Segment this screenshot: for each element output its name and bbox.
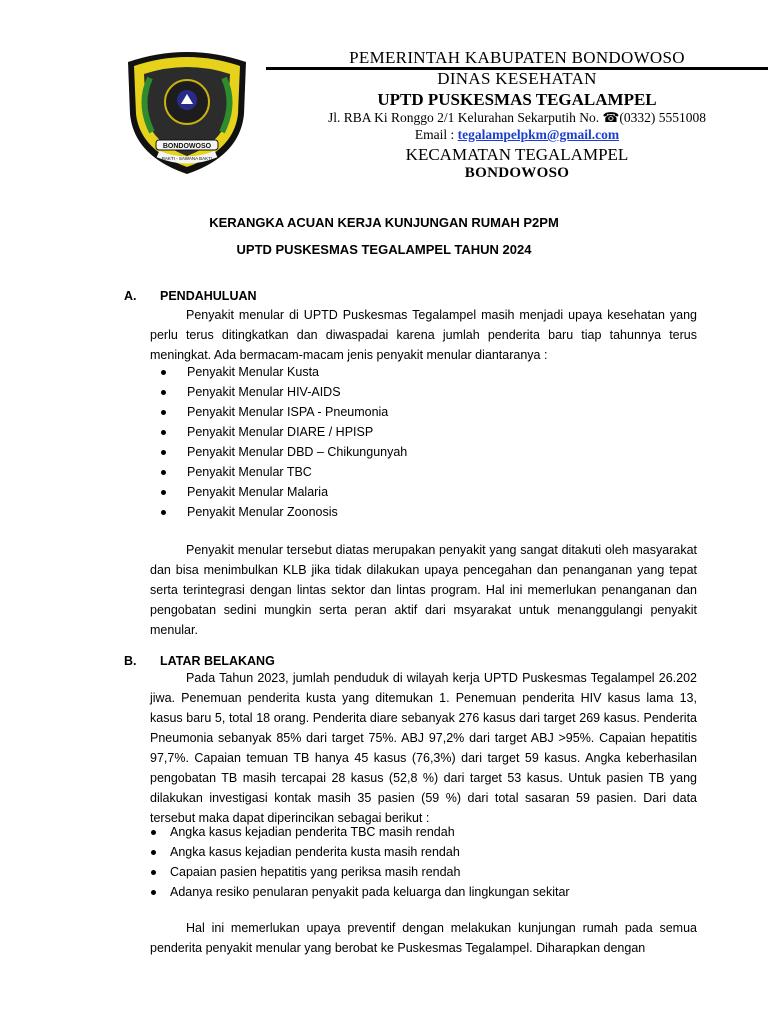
email-label: Email : [414, 127, 458, 142]
bullet-icon [151, 850, 156, 855]
section-a-heading [124, 289, 257, 303]
section-a-number: A. [124, 289, 137, 303]
bullet-icon [161, 430, 166, 435]
bullet-icon [161, 410, 166, 415]
list-item: Angka kasus kejadian penderita TBC masih rendah [150, 822, 697, 842]
section-a-title: PENDAHULUAN [160, 289, 257, 303]
list-item: Penyakit Menular ISPA - Pneumonia [150, 402, 697, 422]
logo-text-top: BONDOWOSO [162, 143, 212, 150]
letterhead-city: BONDOWOSO [464, 165, 570, 181]
section-a-paragraph-2: Penyakit menular tersebut diatas merupakan penyakit yang sangat ditakuti oleh masyarakat dan bisa menimbulkan KLB jika tidak dilakukan upaya pencegahan dan penanganan yang tepat serta terintegrasi dengan lintas sektor dan lintas program. Hal ini memerlukan penanganan dan pengobatan sedini mungkin serta peran aktif dari msyarakat untuk menanggulangi penyakit menular. [150, 543, 697, 637]
letterhead-government: PEMERINTAH KABUPATEN BONDOWOSO [349, 48, 685, 67]
bullet-icon [151, 830, 156, 835]
logo-text-bottom: BAKTI - SAWANA BAKTI [161, 156, 213, 161]
letterhead-email-line [266, 127, 768, 143]
bullet-icon [161, 390, 166, 395]
document-subtitle: UPTD PUSKESMAS TEGALAMPEL TAHUN 2024 [236, 242, 532, 257]
list-item: Penyakit Menular HIV-AIDS [150, 382, 697, 402]
bullet-icon [161, 470, 166, 475]
bullet-icon [161, 490, 166, 495]
letterhead-address: Jl. RBA Ki Ronggo 2/1 Kelurahan Sekarputih No. ☎(0332) 5551008 [328, 110, 706, 125]
list-item: Penyakit Menular DBD – Chikungunyah [150, 442, 697, 462]
letterhead-district: KECAMATAN TEGALAMPEL [405, 145, 629, 164]
bondowoso-emblem-logo [118, 44, 256, 176]
bullet-icon [161, 370, 166, 375]
letterhead-organization: UPTD PUSKESMAS TEGALAMPEL [377, 90, 657, 109]
section-b-paragraph-1: Pada Tahun 2023, jumlah penduduk di wilayah kerja UPTD Puskesmas Tegalampel 26.202 jiwa. Penemuan penderita kusta yang ditemukan 1. Penemuan penderita HIV kasus lama 13, kasus baru 5, total 18 orang. Penderita diare sebanyak 276 kasus dari target 269 kasus. Penderita Pneumonia sebanyak 85% dari target 75%. ABJ 97,2% dari target ABJ >95%. Capaian hepatitis 97,7%. Capaian temuan TB hanya 45 kasus (76,3%) dari target 59 kasus. Angka keberhasilan pengobatan TB masih tercapai 28 kasus (52,8 %) dari target 53 kasus. Untuk pasien TB yang dilakukan investigasi kontak masih 35 pasien (59 %) dari total sasaran 59 pasien. Dari data tersebut maka dapat diperincikan sebagai berikut : [150, 671, 697, 825]
section-b-title: LATAR BELAKANG [160, 654, 275, 668]
bullet-icon [151, 890, 156, 895]
letterhead-department: DINAS KESEHATAN [437, 69, 597, 88]
bullet-icon [161, 510, 166, 515]
section-b-number: B. [124, 654, 137, 668]
section-b-paragraph-2: Hal ini memerlukan upaya preventif dengan melakukan kunjungan rumah pada semua penderita penyakit menular yang berobat ke Puskesmas Tegalampel. Diharapkan dengan [150, 921, 697, 955]
list-item: Penyakit Menular Malaria [150, 482, 697, 502]
list-item: Adanya resiko penularan penyakit pada keluarga dan lingkungan sekitar [150, 882, 697, 902]
list-item: Capaian pasien hepatitis yang periksa masih rendah [150, 862, 697, 882]
list-item: Penyakit Menular Kusta [150, 362, 697, 382]
bullet-icon [151, 870, 156, 875]
list-item: Penyakit Menular Zoonosis [150, 502, 697, 522]
list-item: Penyakit Menular TBC [150, 462, 697, 482]
list-item: Penyakit Menular DIARE / HPISP [150, 422, 697, 442]
email-link[interactable]: tegalampelpkm@gmail.com [457, 127, 620, 142]
section-a-disease-list [150, 362, 697, 522]
bullet-icon [161, 450, 166, 455]
section-b-heading [124, 654, 275, 668]
document-title: KERANGKA ACUAN KERJA KUNJUNGAN RUMAH P2PM [209, 215, 559, 230]
section-b-findings-list [150, 822, 697, 902]
section-a-paragraph-1: Penyakit menular di UPTD Puskesmas Tegalampel masih menjadi upaya kesehatan yang perlu terus ditingkatkan dan diwaspadai karena jumlah penderita baru tiap tahunnya terus meningkat. Ada bermacam-macam jenis penyakit menular diantaranya : [150, 308, 697, 362]
list-item: Angka kasus kejadian penderita kusta masih rendah [150, 842, 697, 862]
